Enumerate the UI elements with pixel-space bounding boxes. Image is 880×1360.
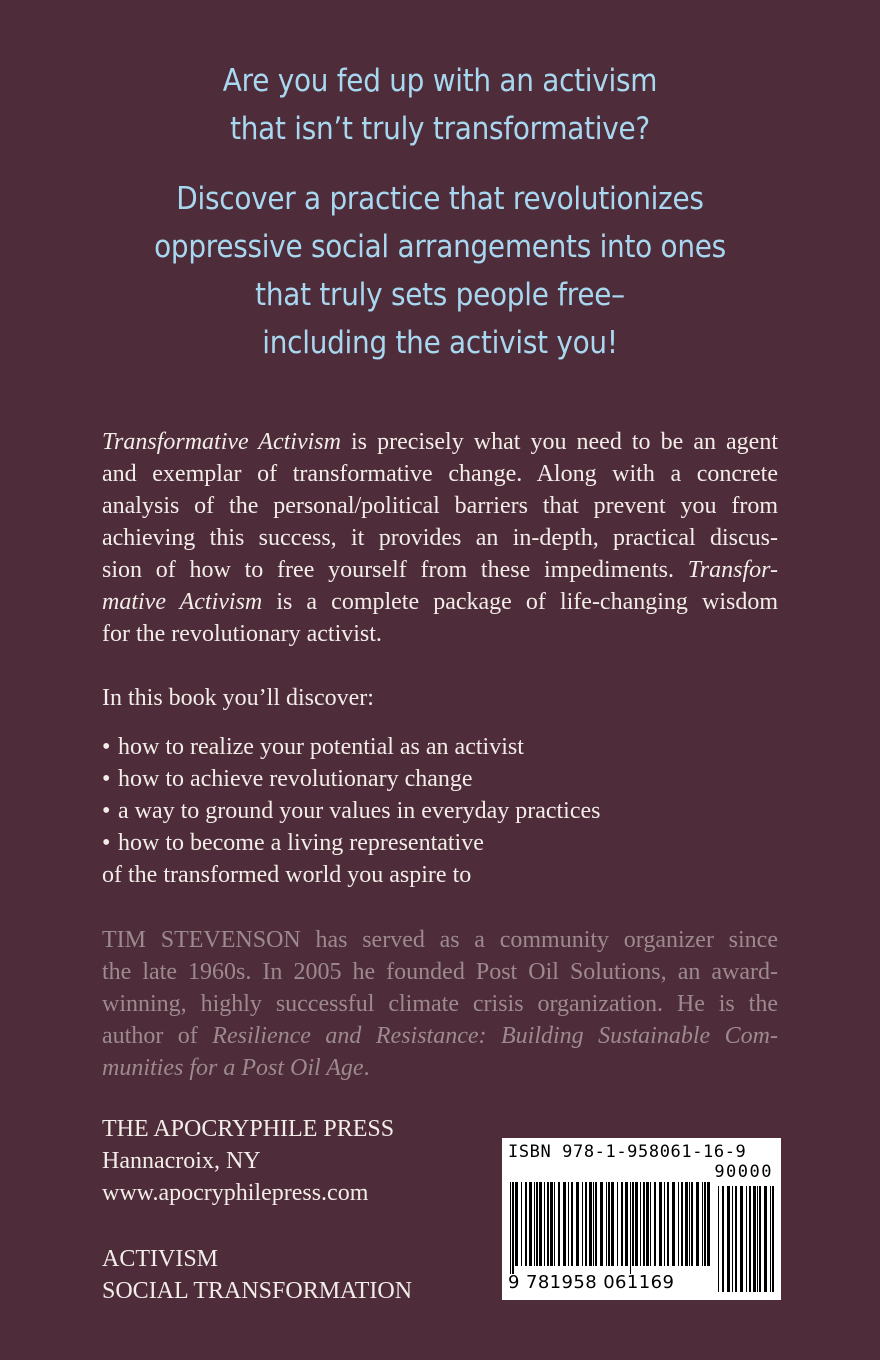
publisher-website: www.apocryphilepress.com [102, 1180, 369, 1206]
barcode-bars [508, 1182, 712, 1274]
barcode-bar [606, 1182, 607, 1266]
description-line [102, 426, 778, 458]
barcode-bar [707, 1182, 710, 1266]
barcode-bar [571, 1182, 573, 1266]
barcode-bar [681, 1182, 683, 1266]
barcode-bar [595, 1182, 597, 1266]
publisher-name: THE APOCRYPHILE PRESS [102, 1116, 395, 1142]
barcode-bar [702, 1182, 703, 1266]
barcode-bar [643, 1182, 645, 1266]
headline-line: Discover a practice that revolutionizes [176, 181, 704, 217]
barcode-bar [630, 1182, 631, 1274]
barcode-bar [510, 1182, 511, 1274]
barcode-bar [534, 1182, 535, 1266]
list-item [102, 795, 778, 827]
barcode-bar [770, 1186, 771, 1292]
barcode-bar [547, 1182, 549, 1266]
barcode-bar [585, 1182, 587, 1266]
barcode-bar [512, 1182, 514, 1274]
category-label: SOCIAL TRANSFORMATION [102, 1278, 413, 1304]
barcode-bar [640, 1182, 641, 1266]
other-book-title: Resilience and Resistance: Building Sustainable Com- [212, 1023, 778, 1049]
book-title: Transfor- [687, 557, 778, 583]
bio-line: TIM STEVENSON has served as a community organizer since [102, 927, 778, 953]
barcode-bar [625, 1182, 628, 1266]
publisher-location: Hannacroix, NY [102, 1148, 261, 1174]
barcode-bar [678, 1182, 679, 1266]
barcode-bar [727, 1186, 730, 1292]
barcode-bar [550, 1182, 553, 1266]
barcode-bar [611, 1182, 614, 1266]
bullet-icon: • [102, 734, 111, 760]
barcode-bar [685, 1182, 688, 1266]
headline-pitch [44, 175, 836, 367]
barcode-bar [582, 1182, 583, 1266]
barcode-bar [672, 1182, 675, 1266]
book-title: mative Activism [102, 589, 263, 615]
barcode-bar [753, 1186, 756, 1292]
barcode-bar [749, 1186, 751, 1292]
barcode-digits: 9 781958 061169 [508, 1272, 675, 1293]
list-item-continuation: of the transformed world you aspire to [102, 862, 472, 888]
barcode-bar [654, 1182, 656, 1266]
book-title: Transformative Activism [102, 429, 341, 455]
barcode-bar [646, 1182, 649, 1266]
barcode-bar [764, 1186, 767, 1292]
description-line: and exemplar of transformative change. Along with a concrete [102, 461, 778, 487]
barcode-bar [772, 1186, 774, 1292]
bio-text: . [363, 1055, 370, 1081]
bio-line: winning, highly successful climate crisis organization. He is the [102, 991, 778, 1017]
barcode-bar [536, 1182, 538, 1266]
barcode-bar [664, 1182, 665, 1266]
bio-line [102, 1020, 778, 1052]
description-line [102, 586, 778, 618]
barcode-bar [617, 1182, 618, 1266]
barcode-bar [650, 1182, 651, 1266]
bullet-icon: • [102, 830, 111, 856]
publisher-block [102, 1113, 394, 1209]
price-code: 90000 [714, 1162, 773, 1182]
discover-intro: In this book you’ll discover: [102, 685, 374, 711]
barcode-bar [563, 1182, 566, 1266]
headline-line: that isn’t truly transformative? [230, 111, 650, 147]
category-block [102, 1243, 412, 1307]
barcode-bar [608, 1182, 610, 1266]
isbn-label: ISBN 978-1-958061-16-9 [508, 1142, 747, 1162]
barcode-bar [568, 1182, 569, 1266]
list-item [102, 827, 778, 859]
description-line [102, 554, 778, 586]
barcode-bar [735, 1186, 737, 1292]
description-line: analysis of the personal/political barriers that prevent you from [102, 493, 778, 519]
barcode-bar [576, 1182, 579, 1266]
barcode-bar [554, 1182, 555, 1266]
barcode-bar [544, 1182, 545, 1266]
barcode-bar [759, 1186, 761, 1292]
headline-question [44, 57, 836, 153]
barcode-bar [515, 1182, 518, 1266]
headline-line: including the activist you! [262, 325, 618, 361]
barcode-bar [589, 1182, 592, 1266]
barcode-bar [539, 1182, 542, 1266]
barcode-bar [757, 1186, 758, 1292]
barcode-bar [621, 1182, 623, 1266]
bio-line: the late 1960s. In 2005 he founded Post Oil Solutions, an award- [102, 959, 778, 985]
description-text: sion of how to free yourself from these impediments. [102, 557, 688, 583]
headline-line: Are you fed up with an activism [222, 63, 658, 99]
barcode-bar [593, 1182, 594, 1266]
barcode-bar [746, 1186, 747, 1292]
headline-line: that truly sets people free– [255, 277, 625, 313]
list-item-text: how to become a living representative [118, 830, 484, 856]
list-item [102, 731, 778, 763]
barcode-bar [529, 1182, 532, 1266]
book-description [102, 426, 778, 650]
description-line: achieving this success, it provides an in-depth, practical discus- [102, 525, 778, 551]
barcode-bar [704, 1182, 706, 1266]
description-text: is precisely what you need to be an agent [340, 429, 778, 455]
isbn-barcode [502, 1138, 781, 1300]
barcode-bar [635, 1182, 638, 1266]
barcode-bar [558, 1182, 560, 1266]
barcode-addon-bars [716, 1186, 776, 1296]
barcode-bar [691, 1182, 693, 1266]
barcode-bar [600, 1182, 603, 1266]
barcode-bar [718, 1186, 719, 1292]
list-item-text: a way to ground your values in everyday practices [118, 798, 601, 824]
barcode-bar [525, 1182, 527, 1266]
barcode-bar [659, 1182, 662, 1266]
other-book-title: munities for a Post Oil Age [102, 1055, 364, 1081]
barcode-bar [667, 1182, 669, 1266]
description-line: for the revolutionary activist. [102, 621, 382, 647]
barcode-bar [732, 1186, 733, 1292]
bullet-icon: • [102, 798, 111, 824]
list-item-text: how to achieve revolutionary change [118, 766, 473, 792]
barcode-bar [740, 1186, 743, 1292]
headline-line: oppressive social arrangements into ones [154, 229, 726, 265]
barcode-bar [722, 1186, 724, 1292]
description-text: is a complete package of life-changing wisdom [262, 589, 778, 615]
author-bio [102, 924, 778, 1084]
list-item-text: how to realize your potential as an activist [118, 734, 524, 760]
barcode-bar [632, 1182, 634, 1266]
barcode-bar [689, 1182, 690, 1266]
discover-list [102, 731, 778, 891]
category-label: ACTIVISM [102, 1246, 219, 1272]
barcode-bar [696, 1182, 699, 1266]
bullet-icon: • [102, 766, 111, 792]
bio-line [102, 1052, 778, 1084]
list-item [102, 763, 778, 795]
bio-text: author of [102, 1023, 213, 1049]
barcode-bar [521, 1182, 522, 1266]
